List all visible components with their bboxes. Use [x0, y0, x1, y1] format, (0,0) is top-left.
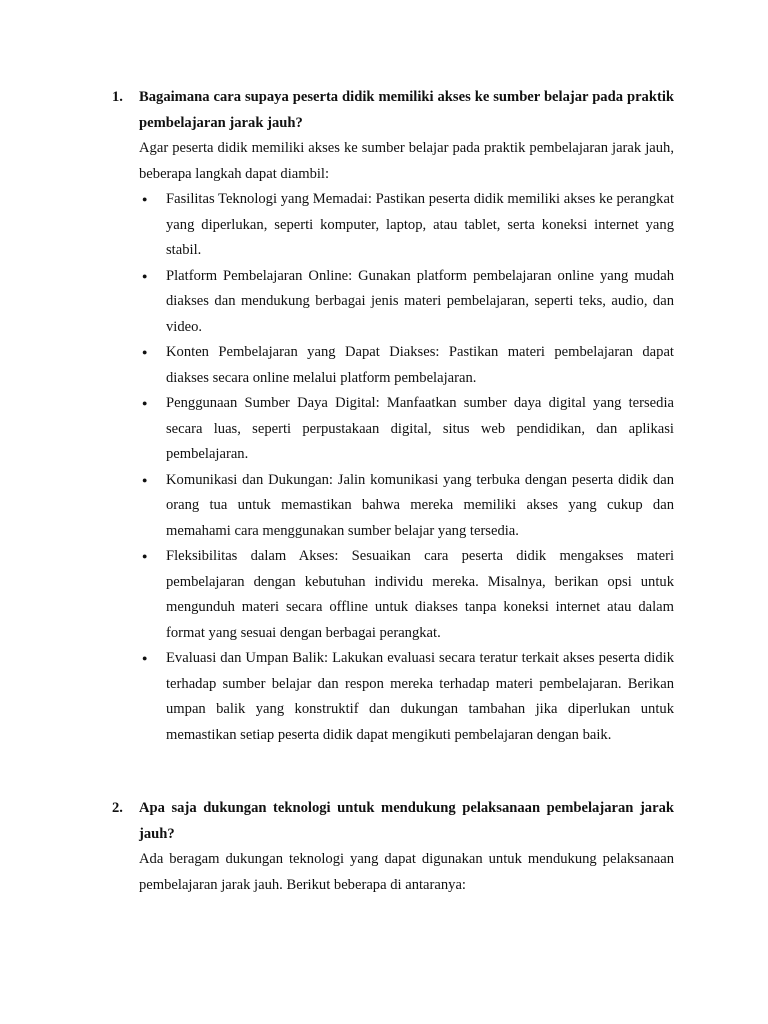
list-item: [139, 544, 674, 646]
question-1-heading: [112, 85, 674, 136]
list-item: [139, 468, 674, 545]
list-item: [139, 391, 674, 468]
question-2-number: 2.: [112, 800, 123, 816]
bullet-icon: ●: [142, 270, 148, 281]
list-item: [139, 340, 674, 391]
question-1-list: [139, 187, 674, 748]
bullet-icon: ●: [142, 474, 148, 485]
list-item-text: Konten Pembelajaran yang Dapat Diakses: Pastikan materi pembelajaran dapat diakses secara online melalui platform pembelajaran.: [166, 344, 674, 386]
list-item-text: Komunikasi dan Dukungan: Jalin komunikasi yang terbuka dengan peserta didik dan orang tua untuk memastikan bahwa mereka memiliki akses yang cukup dan memahami cara menggunakan sumber belajar yang tersedia.: [166, 471, 674, 539]
list-item-text: Penggunaan Sumber Daya Digital: Manfaatkan sumber daya digital yang tersedia secara luas, seperti perpustakaan digital, situs web pendidikan, dan aplikasi pembelajaran.: [166, 395, 674, 462]
question-1-title: Bagaimana cara supaya peserta didik memiliki akses ke sumber belajar pada praktik pembelajaran jarak jauh?: [139, 89, 674, 131]
bullet-icon: ●: [142, 194, 148, 204]
list-item: [139, 187, 674, 264]
list-item-text: Fleksibilitas dalam Akses: Sesuaikan cara peserta didik mengakses materi pembelajaran dengan kebutuhan individu mereka. Misalnya, berikan opsi untuk mengunduh materi secara offline untuk diakses tanpa koneksi internet atau dalam format yang sesuai dengan berbagai perangkat.: [166, 548, 674, 641]
list-item-text: Platform Pembelajaran Online: Gunakan platform pembelajaran online yang mudah diakses dan mendukung berbagai jenis materi pembelajaran, seperti teks, audio, dan video.: [166, 267, 674, 335]
bullet-icon: ●: [142, 551, 148, 561]
question-2-heading: [112, 796, 674, 847]
question-1: [112, 85, 674, 748]
bullet-icon: ●: [142, 398, 148, 408]
list-item: [139, 264, 674, 341]
list-item-text: Evaluasi dan Umpan Balik: Lakukan evaluasi secara teratur terkait akses peserta didik terhadap sumber belajar dan respon mereka terhadap materi pembelajaran. Berikan umpan balik yang konstruktif dan dukungan tambahan jika diperlukan untuk memastikan setiap peserta didik dapat mengikuti pembelajaran dengan baik.: [166, 650, 674, 743]
question-2-intro: Ada beragam dukungan teknologi yang dapat digunakan untuk mendukung pelaksanaan pembelajaran jarak jauh. Berikut beberapa di antaranya:: [139, 851, 674, 893]
question-2: [112, 796, 674, 898]
list-item-text: Fasilitas Teknologi yang Memadai: Pastikan peserta didik memiliki akses ke perangkat yang diperlukan, seperti komputer, laptop, atau tablet, serta koneksi internet yang stabil.: [166, 191, 674, 258]
question-1-intro: Agar peserta didik memiliki akses ke sumber belajar pada praktik pembelajaran jarak jauh, beberapa langkah dapat diambil:: [139, 140, 674, 182]
bullet-icon: ●: [142, 653, 148, 663]
list-item: [139, 646, 674, 748]
question-1-number: 1.: [112, 89, 123, 105]
question-2-title: Apa saja dukungan teknologi untuk mendukung pelaksanaan pembelajaran jarak jauh?: [139, 800, 674, 842]
bullet-icon: ●: [142, 347, 148, 357]
